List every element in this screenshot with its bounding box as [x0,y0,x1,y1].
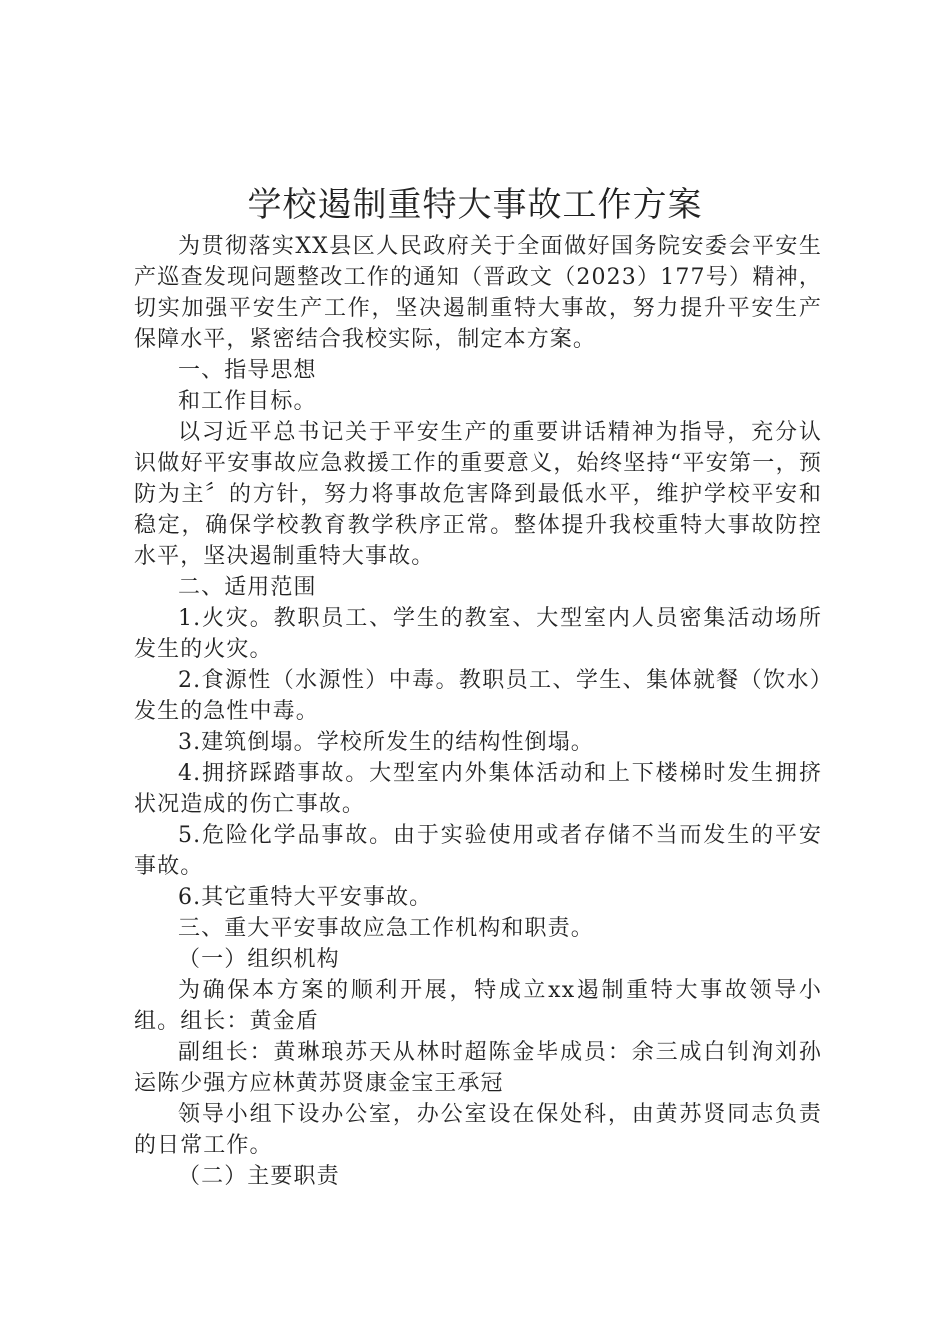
subsection-heading-structure: （一）组织机构 [178,947,340,972]
document-body [134,231,822,1192]
document-title: 学校遏制重特大事故工作方案 [247,185,703,225]
list-item: 5.危险化学品事故。由于实验使用或者存储不当而发生的平安事故。 [134,823,822,879]
list-item: 4.拥挤踩踏事故。大型室内外集体活动和上下楼梯时发生拥挤状况造成的伤亡事故。 [134,761,822,817]
paragraph: 领导小组下设办公室，办公室设在保处科，由黄苏贤同志负责的日常工作。 [134,1102,822,1158]
list-item: 1.火灾。教职员工、学生的教室、大型室内人员密集活动场所发生的火灾。 [134,606,822,662]
list-item: 6.其它重特大平安事故。 [178,885,433,910]
section-heading-organization: 三、重大平安事故应急工作机构和职责。 [178,916,594,941]
paragraph: 以习近平总书记关于平安生产的重要讲话精神为指导，充分认识做好平安事故应急救援工作的重要意义，始终坚持“平安第一，预防为主〞的方针，努力将事故危害降到最低水平，维护学校平安和稳定，确保学校教育教学秩序正常。整体提升我校重特大事故防控水平，坚决遏制重特大事故。 [134,420,822,569]
paragraph-intro: 为贯彻落实XX县区人民政府关于全面做好国务院安委会平安生产巡查发现问题整改工作的通知（晋政文（2023）177号）精神，切实加强平安生产工作，坚决遏制重特大事故，努力提升平安生产保障水平，紧密结合我校实际，制定本方案。 [134,234,822,352]
list-item: 3.建筑倒塌。学校所发生的结构性倒塌。 [178,730,594,755]
section-heading-guiding: 一、指导思想 [178,358,317,383]
list-item: 2.食源性（水源性）中毒。教职员工、学生、集体就餐（饮水）发生的急性中毒。 [134,668,822,724]
paragraph: 和工作目标。 [178,389,317,414]
paragraph: 为确保本方案的顺利开展，特成立xx遏制重特大事故领导小组。组长：黄金盾 [134,978,822,1034]
section-heading-scope: 二、适用范围 [178,575,317,600]
paragraph: 副组长：黄琳琅苏天从林时超陈金毕成员：余三成白钊洵刘孙运陈少强方应林黄苏贤康金宝王承冠 [134,1040,822,1096]
subsection-heading-duties: （二）主要职责 [178,1164,340,1189]
